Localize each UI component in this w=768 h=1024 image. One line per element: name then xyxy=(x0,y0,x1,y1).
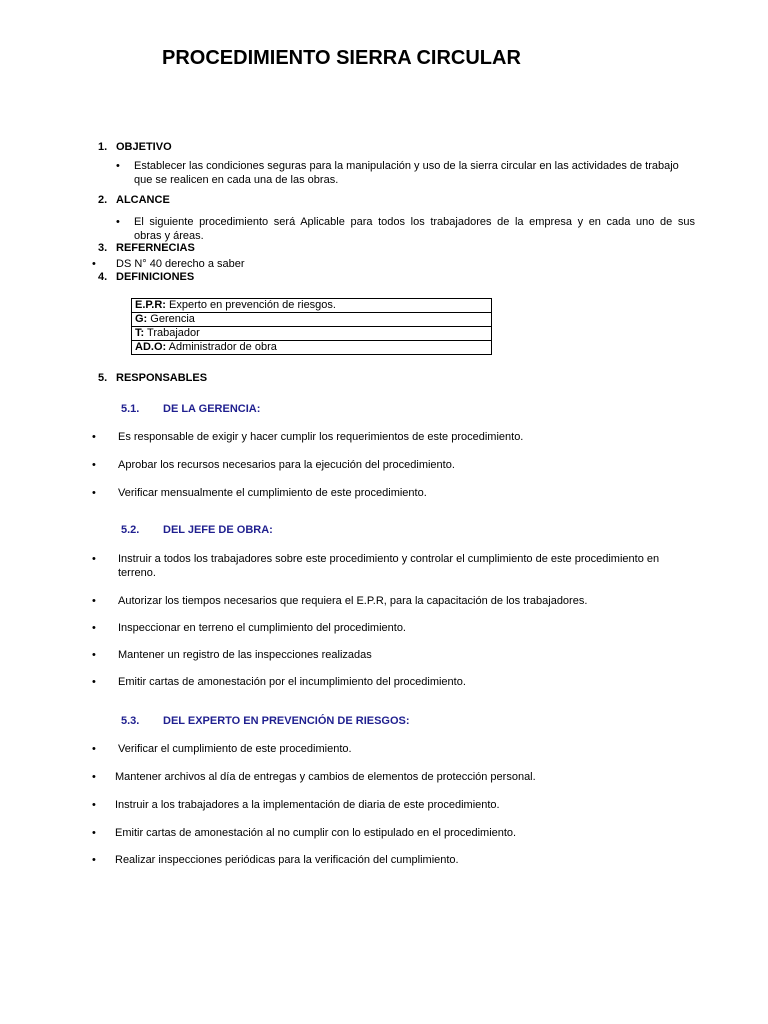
list-item: Verificar el cumplimiento de este procedimiento. xyxy=(118,743,352,755)
table-row xyxy=(132,327,492,341)
bullet-icon: • xyxy=(116,160,120,172)
table-row xyxy=(132,299,492,313)
alcance-text-line2: obras y áreas. xyxy=(134,230,204,242)
table-cell: G: Gerencia xyxy=(132,313,492,327)
list-item-line1: Instruir a todos los trabajadores sobre este procedimiento y controlar el cumplimiento de este procedimiento en xyxy=(118,553,660,565)
objetivo-text-line1: Establecer las condiciones seguras para la manipulación y uso de la sierra circular en las actividades de trabajo xyxy=(134,160,679,172)
list-item: Aprobar los recursos necesarios para la ejecución del procedimiento. xyxy=(118,459,455,471)
subsection-heading-gerencia: 5.1. DE LA GERENCIA: xyxy=(121,403,261,415)
list-item: Emitir cartas de amonestación por el incumplimiento del procedimiento. xyxy=(118,676,466,688)
section-heading-responsables: 5. RESPONSABLES xyxy=(98,372,208,384)
bullet-icon: • xyxy=(92,459,96,471)
table-cell: AD.O: Administrador de obra xyxy=(132,341,492,355)
bullet-icon: • xyxy=(92,649,96,661)
bullet-icon: • xyxy=(92,676,96,688)
bullet-icon: • xyxy=(92,827,96,839)
bullet-icon: • xyxy=(92,595,96,607)
subsection-heading-experto: 5.3. DEL EXPERTO EN PREVENCIÓN DE RIESGOS: xyxy=(121,715,410,727)
bullet-icon: • xyxy=(92,771,96,783)
list-item: Mantener archivos al día de entregas y cambios de elementos de protección personal. xyxy=(115,771,536,783)
list-item: Inspeccionar en terreno el cumplimiento del procedimiento. xyxy=(118,622,406,634)
objetivo-text-line2: que se realicen en cada una de las obras. xyxy=(134,174,339,186)
bullet-icon: • xyxy=(92,854,96,866)
list-item: Verificar mensualmente el cumplimiento de este procedimiento. xyxy=(118,487,427,499)
list-item: Instruir a los trabajadores a la implementación de diaria de este procedimiento. xyxy=(115,799,500,811)
section-heading-referencias: 3. REFERNECIAS xyxy=(98,242,195,254)
bullet-icon: • xyxy=(92,743,96,755)
definitions-table xyxy=(131,298,492,355)
page-title: PROCEDIMIENTO SIERRA CIRCULAR xyxy=(162,47,521,69)
bullet-icon: • xyxy=(92,487,96,499)
list-item: Autorizar los tiempos necesarios que requiera el E.P.R, para la capacitación de los trabajadores. xyxy=(118,595,588,607)
list-item: Realizar inspecciones periódicas para la verificación del cumplimiento. xyxy=(115,854,459,866)
referencias-item: DS N° 40 derecho a saber xyxy=(116,258,245,270)
table-row xyxy=(132,313,492,327)
table-cell: T: Trabajador xyxy=(132,327,492,341)
list-item: Es responsable de exigir y hacer cumplir los requerimientos de este procedimiento. xyxy=(118,431,524,443)
section-heading-definiciones: 4. DEFINICIONES xyxy=(98,271,195,283)
table-cell: E.P.R: Experto en prevención de riesgos. xyxy=(132,299,492,313)
list-item: Mantener un registro de las inspecciones realizadas xyxy=(118,649,372,661)
list-item-line2: terreno. xyxy=(118,567,156,579)
section-heading-objetivo: 1. OBJETIVO xyxy=(98,141,172,153)
bullet-icon: • xyxy=(92,431,96,443)
bullet-icon: • xyxy=(92,553,96,565)
list-item: Emitir cartas de amonestación al no cumplir con lo estipulado en el procedimiento. xyxy=(115,827,517,839)
table-row xyxy=(132,341,492,355)
bullet-icon: • xyxy=(92,799,96,811)
section-heading-alcance: 2. ALCANCE xyxy=(98,194,170,206)
subsection-heading-jefe-obra: 5.2. DEL JEFE DE OBRA: xyxy=(121,524,273,536)
bullet-icon: • xyxy=(116,216,120,228)
bullet-icon: • xyxy=(92,258,96,270)
alcance-text-line1: El siguiente procedimiento será Aplicable para todos los trabajadores de la empresa y en cada uno de sus xyxy=(134,216,695,228)
bullet-icon: • xyxy=(92,622,96,634)
